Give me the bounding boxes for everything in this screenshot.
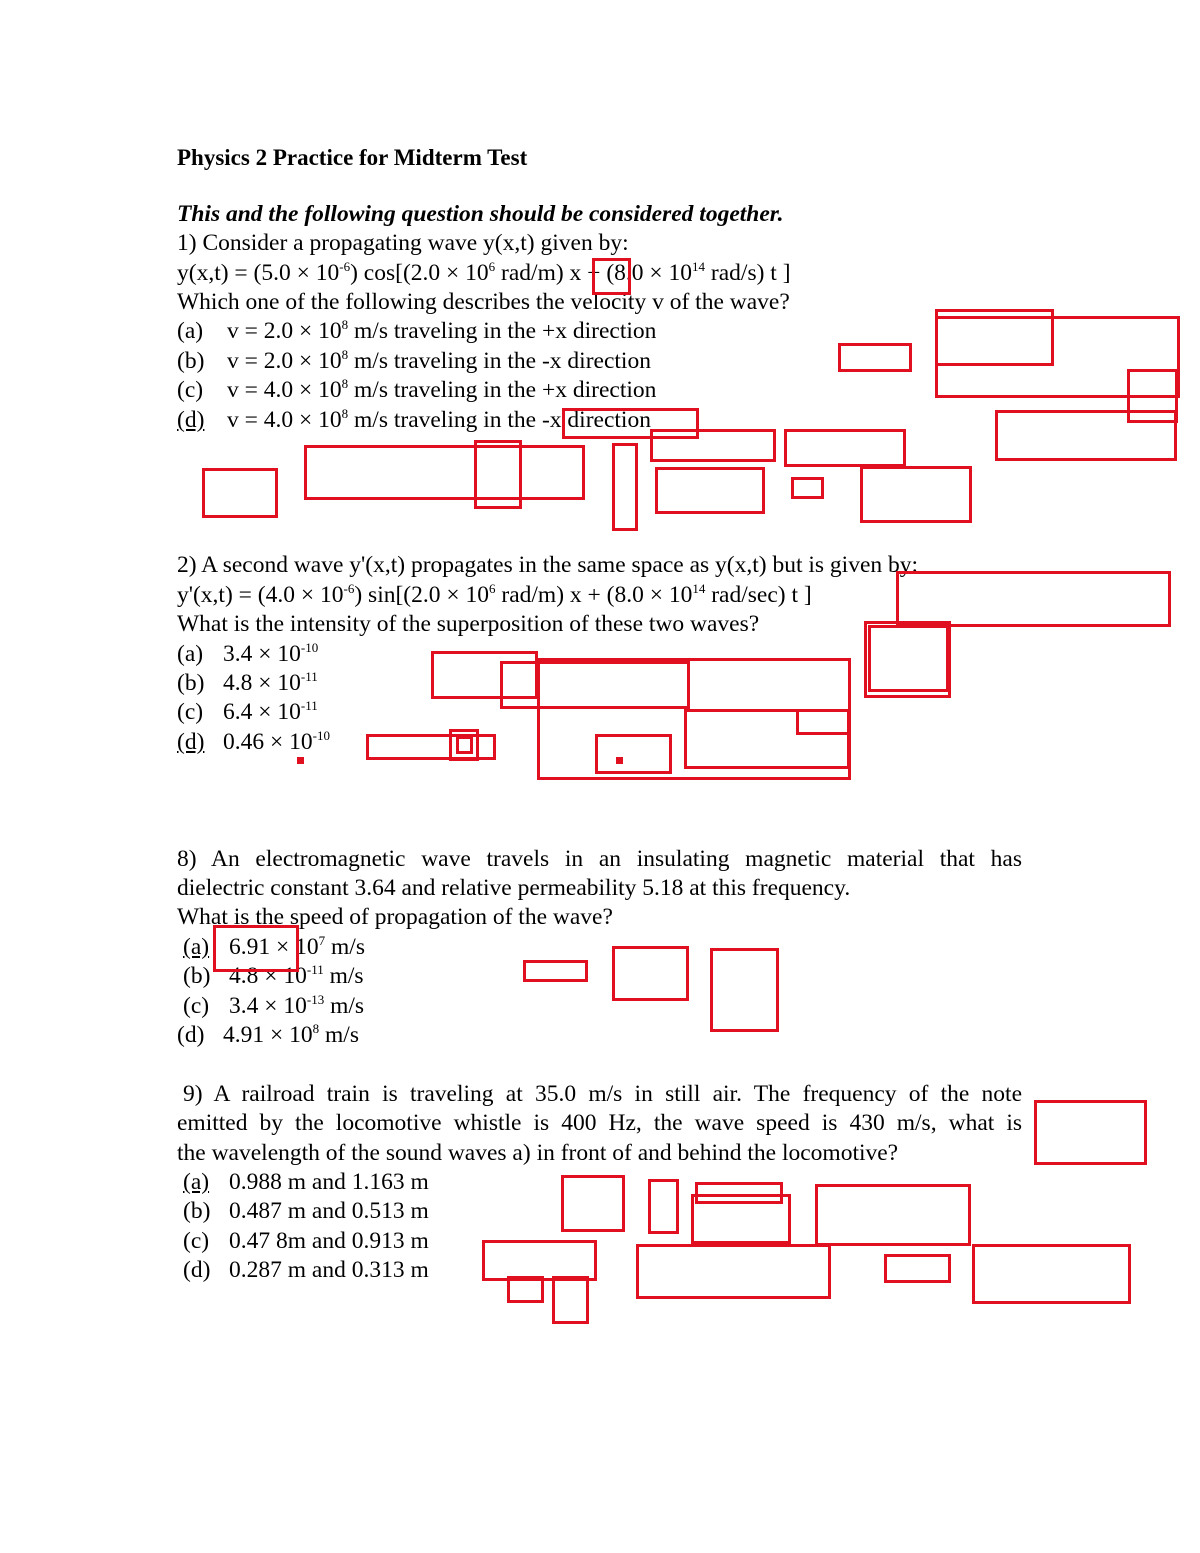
q2-option-c: (c) $6.4 \times 10^{-11}$ [177, 698, 318, 725]
annotation-box [561, 1175, 625, 1232]
annotation-box [202, 468, 278, 518]
annotation-box [860, 466, 972, 523]
annotation-box [304, 445, 585, 500]
annotation-dot [297, 757, 304, 764]
annotation-box [1034, 1100, 1147, 1165]
q1-lead: This and the following question should be considered together. [177, 201, 784, 227]
q9-option-d: (d) 0.287 m and 0.313 m [183, 1257, 429, 1283]
annotation-box [972, 1244, 1131, 1304]
annotation-box [896, 571, 1171, 627]
annotation-box [592, 258, 631, 295]
annotation-box [838, 343, 912, 372]
annotation-box [650, 429, 776, 462]
page-title: Physics 2 Practice for Midterm Test [177, 145, 528, 170]
annotation-dot [616, 757, 623, 764]
annotation-box [815, 1184, 971, 1246]
annotation-box [655, 467, 765, 514]
q1-option-d: (d) $v = 4.0 \times 10^8$ m/s traveling in the -x direction [177, 406, 651, 433]
q2-prompt: 2) A second wave y'(x,t) propagates in the same space as y(x,t) but is given by: [177, 552, 919, 578]
annotation-box [796, 709, 850, 735]
q2-option-b: (b) $4.8 \times 10^{-11}$ [177, 669, 318, 696]
q9-line-2: emitted by the locomotive whistle is 400 Hz, the wave speed is 430 m/s, what is [177, 1110, 1022, 1136]
annotation-box [691, 1194, 791, 1244]
q9-line-3: the wavelength of the sound waves a) in front of and behind the locomotive? [177, 1140, 899, 1166]
annotation-box [791, 477, 824, 499]
annotation-box [474, 440, 522, 509]
q8-option-a: (a) $6.91 \times 10^7$ m/s [183, 933, 365, 960]
q1-equation: $y(x,t) = (5.0 \times 10^{-6})$ $\cos[(2.0 \times 10^6$ rad/m) $x + (8.0 \times 10^{14}$ rad/s) t ] [177, 259, 791, 286]
annotation-box [213, 925, 299, 972]
annotation-box [612, 946, 689, 1001]
q2-option-d: (d) $0.46 \times 10^{-10}$ [177, 728, 330, 755]
q8-option-d: (d) $4.91 \times 10^8$ m/s [177, 1021, 359, 1048]
q9-option-c: (c) 0.47 8m and 0.913 m [183, 1228, 429, 1254]
annotation-box [636, 1244, 831, 1299]
annotation-box [482, 1240, 597, 1281]
annotation-box [995, 410, 1177, 461]
annotation-box [612, 443, 638, 531]
annotation-box [784, 429, 906, 467]
q8-line-1: 8) An electromagnetic wave travels in an insulating magnetic material that has [177, 846, 1022, 872]
q8-option-c: (c) $3.4 \times 10^{-13}$ m/s [183, 992, 365, 1019]
annotation-box [884, 1254, 951, 1283]
q1-option-c: (c) $v = 4.0 \times 10^8$ m/s traveling in the +x direction [177, 376, 657, 403]
annotation-box [507, 1276, 544, 1303]
annotation-box [595, 734, 672, 774]
q9-option-b: (b) 0.487 m and 0.513 m [183, 1198, 429, 1224]
q1-question: Which one of the following describes the velocity v of the wave? [177, 289, 790, 315]
q8-option-b: (b) $4.8 \times 10^{-11}$ m/s [183, 962, 364, 989]
q9-option-a: (a) 0.988 m and 1.163 m [183, 1169, 429, 1195]
q2-equation: $y'(x,t) = (4.0 \times 10^{-6})$ $\sin[(2.0 \times 10^6$ rad/m) $x + (8.0 \times 10^{14}$ rad/sec) t ] [177, 581, 812, 608]
annotation-box [552, 1276, 589, 1324]
q8-question: What is the speed of propagation of the wave? [177, 904, 613, 930]
q1-option-a: (a) $v = 2.0 \times 10^8$ m/s traveling in the +x direction [177, 317, 657, 344]
q8-line-2: dielectric constant 3.64 and relative permeability 5.18 at this frequency. [177, 875, 851, 901]
annotation-box [523, 960, 588, 982]
q2-option-a: (a) $3.4 \times 10^{-10}$ [177, 640, 319, 667]
q1-prompt: 1) Consider a propagating wave y(x,t) given by: [177, 230, 629, 256]
q9-line-1: 9) A railroad train is traveling at 35.0 m/s in still air. The frequency of the note [183, 1081, 1022, 1107]
annotation-box [456, 736, 473, 754]
q1-option-b: (b) $v = 2.0 \times 10^8$ m/s traveling in the -x direction [177, 347, 651, 374]
annotation-box [868, 625, 949, 692]
annotation-box [710, 948, 779, 1032]
q2-question: What is the intensity of the superposition of these two waves? [177, 611, 760, 637]
annotation-box [648, 1179, 679, 1234]
